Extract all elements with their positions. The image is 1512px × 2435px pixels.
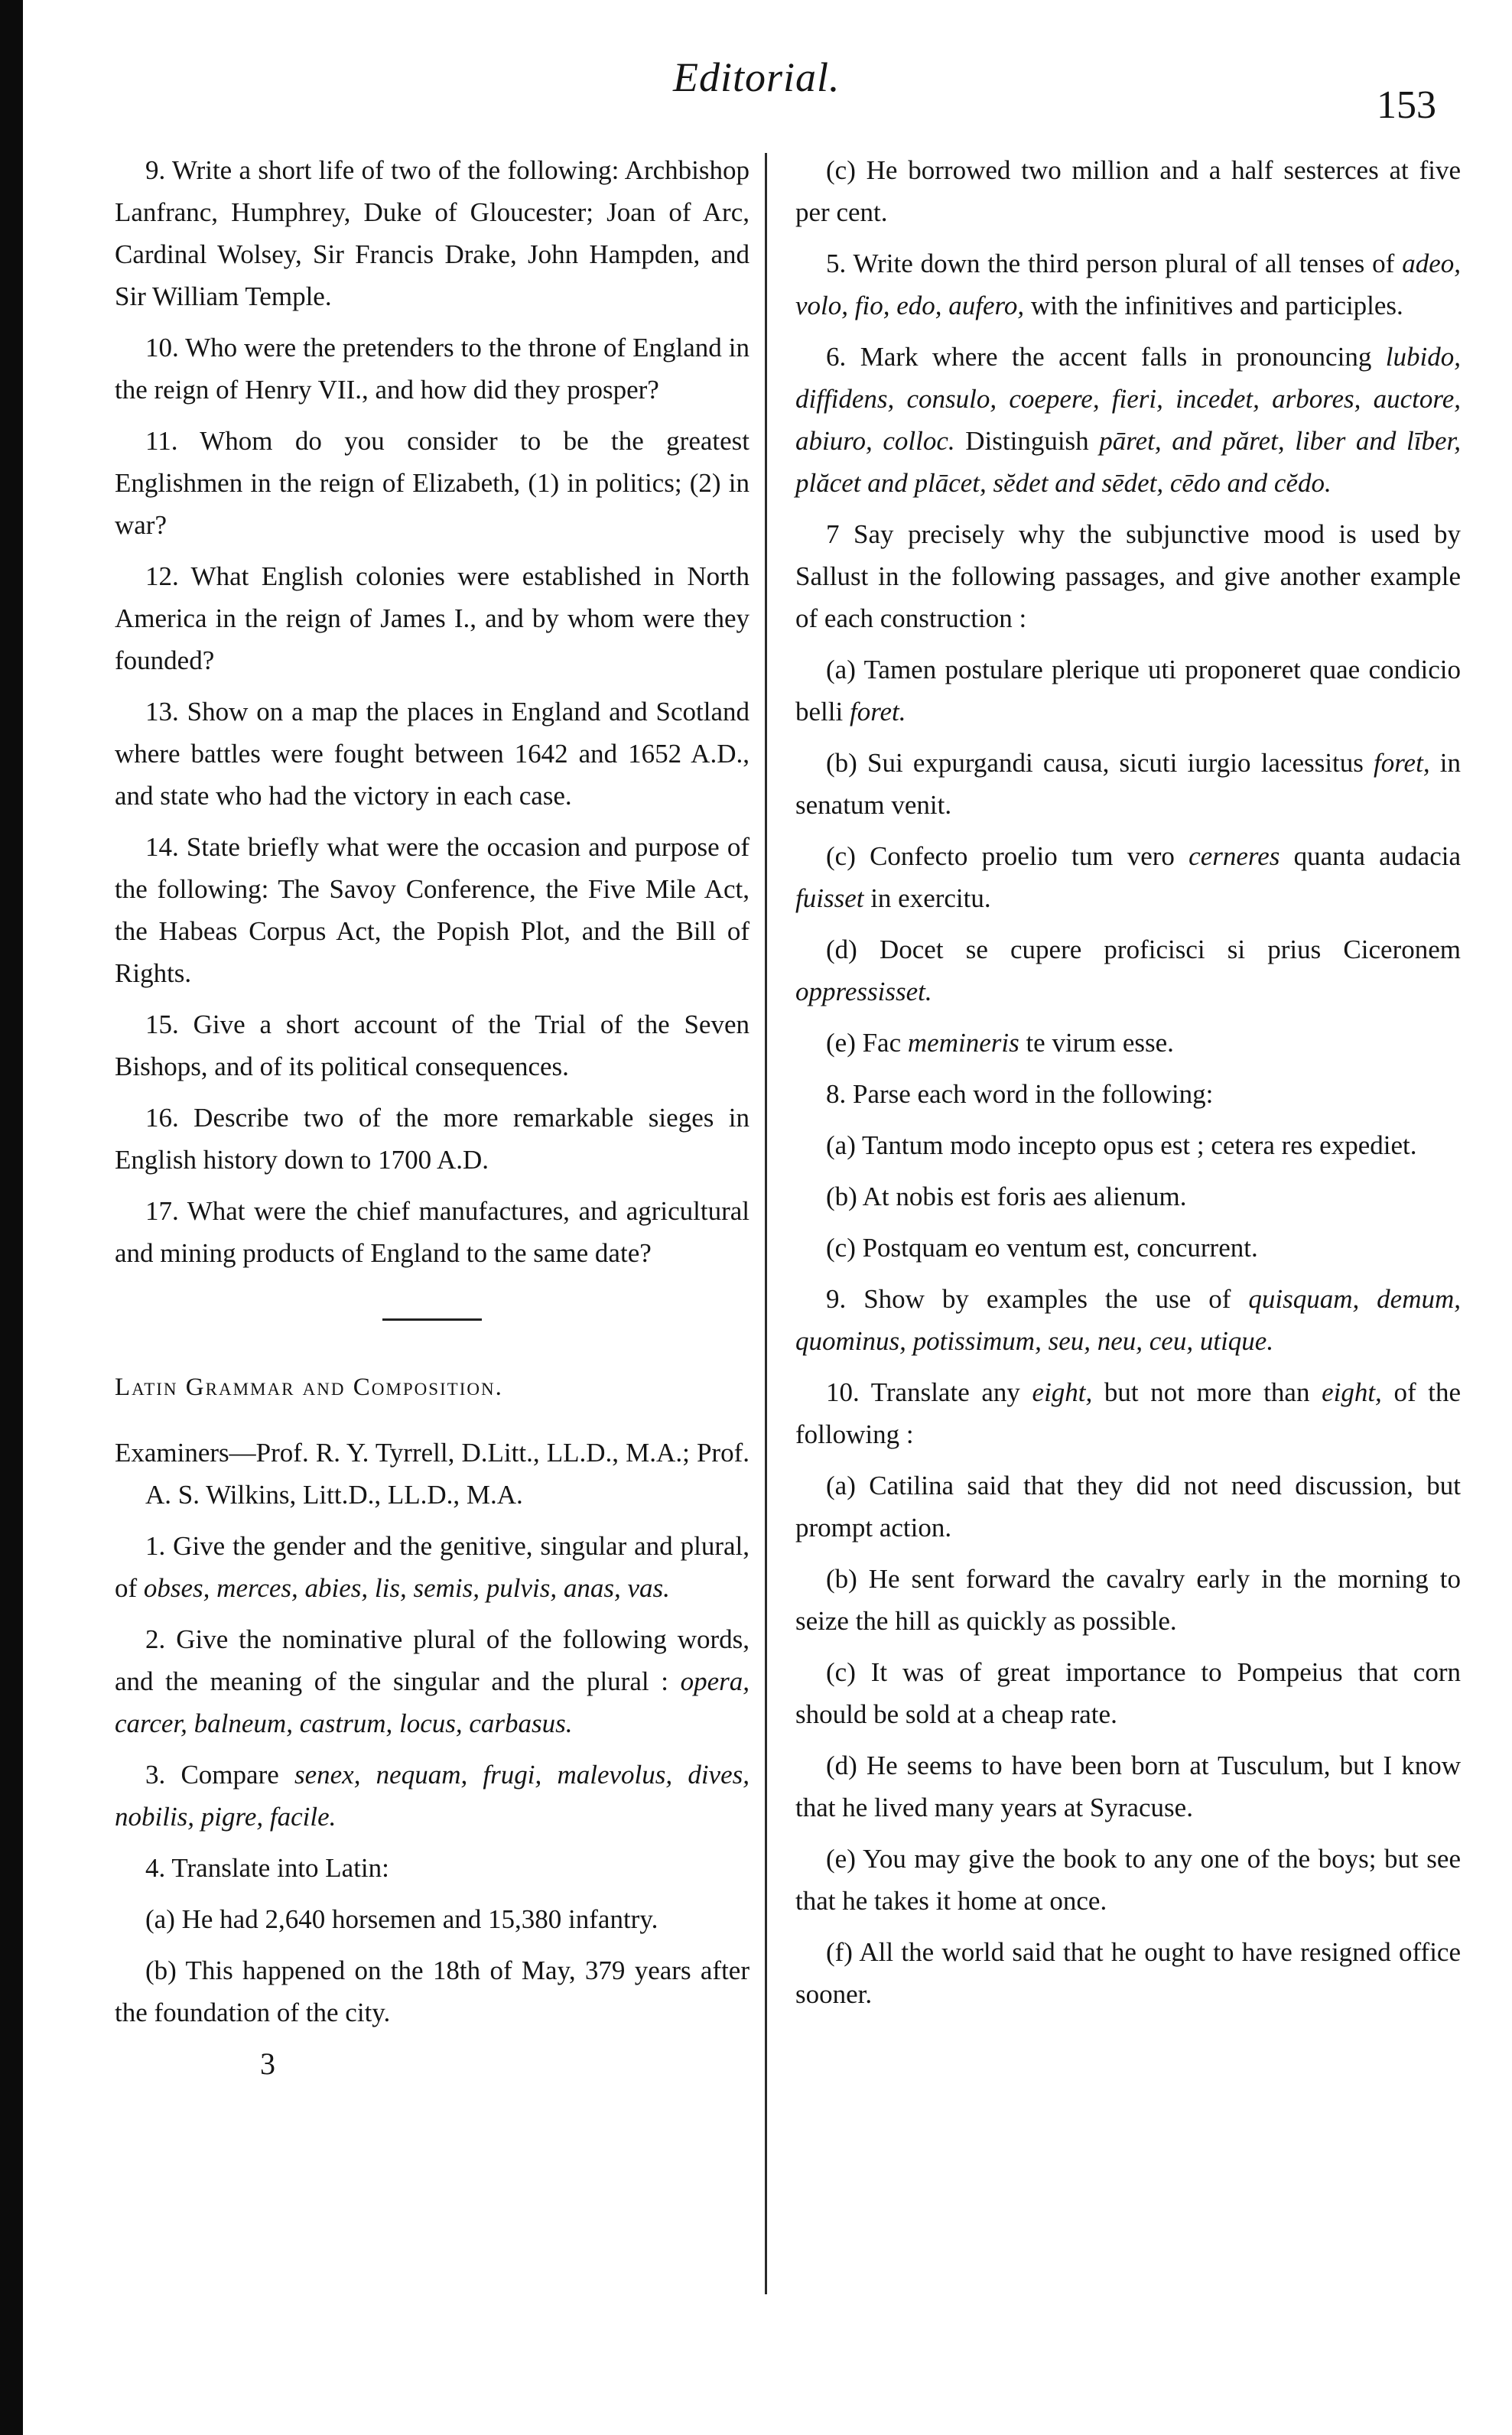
question-text: of the following : — [795, 1377, 1461, 1449]
latin-words: foret. — [849, 697, 906, 727]
latin-question-2 — [115, 1618, 749, 1744]
latin-question-8: 8. Parse each word in the following: — [826, 1079, 1214, 1109]
latin-question-4a: (a) He had 2,640 horsemen and 15,380 infantry. — [145, 1904, 658, 1934]
question-text: (a) Tamen postulare plerique uti proponeret quae condicio belli — [795, 655, 1461, 727]
question-text: Distinguish — [954, 426, 1100, 456]
latin-question-9 — [795, 1278, 1461, 1362]
latin-question-7a — [795, 649, 1461, 733]
latin-question-10b: (b) He sent forward the cavalry early in the morning to seize the hill as quickly as possible. — [795, 1564, 1461, 1636]
page-number: 153 — [1377, 83, 1436, 127]
latin-question-8c: (c) Postquam eo ventum est, concurrent. — [826, 1233, 1258, 1263]
latin-question-3 — [115, 1754, 749, 1838]
question-text: 5. Write down the third person plural of all tenses of — [826, 249, 1403, 278]
question-text: 9. Show by examples the use of — [826, 1284, 1249, 1314]
latin-words: pāret, and păret, liber and līber, plăcet and plācet, sĕdet and sēdet, cēdo and cĕdo. — [795, 426, 1461, 498]
latin-words: adeo, volo, fio, edo, aufero, — [795, 249, 1461, 320]
question-text: (d) Docet se cupere proficisci si prius Ciceronem — [826, 935, 1461, 964]
question-text: in exercitu. — [863, 883, 991, 913]
question-text: quanta audacia — [1280, 841, 1462, 871]
latin-question-4c: (c) He borrowed two million and a half sesterces at five per cent. — [795, 155, 1461, 227]
history-question-13: 13. Show on a map the places in England and Scotland where battles were fought between 1642 and 1652 A.D., and state who had the victory in each case. — [115, 697, 749, 811]
latin-question-1 — [115, 1525, 749, 1609]
latin-words: oppressisset. — [795, 977, 932, 1006]
latin-words: memineris — [907, 1028, 1019, 1058]
latin-question-8b: (b) At nobis est foris aes alienum. — [826, 1182, 1187, 1211]
question-text: (c) Confecto proelio tum vero — [826, 841, 1189, 871]
latin-words: eight, — [1322, 1377, 1382, 1407]
question-text: but not more than — [1092, 1377, 1322, 1407]
question-text: 6. Mark where the accent falls in pronouncing — [826, 342, 1386, 372]
history-question-12: 12. What English colonies were established in North America in the reign of James I., and by whom were they founded? — [115, 561, 749, 675]
history-question-9: 9. Write a short life of two of the following: Archbishop Lanfranc, Humphrey, Duke of Gloucester; Joan of Arc, Cardinal Wolsey, Sir Francis Drake, John Hampden, and Sir William Temple. — [115, 155, 749, 311]
history-question-15: 15. Give a short account of the Trial of the Seven Bishops, and of its political consequences. — [115, 1009, 749, 1081]
question-text: 1. Give the gender and the genitive, singular and plural, of — [115, 1531, 749, 1603]
question-text: (e) Fac — [826, 1028, 908, 1058]
latin-question-5 — [795, 242, 1461, 327]
latin-words: obses, merces, abies, lis, semis, pulvis, anas, vas. — [143, 1573, 670, 1603]
history-question-11: 11. Whom do you consider to be the greatest Englishmen in the reign of Elizabeth, (1) in politics; (2) in war? — [115, 426, 749, 540]
latin-question-7e — [795, 1022, 1461, 1064]
question-text: in senatum venit. — [795, 748, 1461, 820]
question-text: 10. Translate any — [826, 1377, 1032, 1407]
history-question-17: 17. What were the chief manufactures, and agricultural and mining products of England to the same date? — [115, 1196, 749, 1268]
question-text: 2. Give the nominative plural of the following words, and the meaning of the singular and the plural : — [115, 1624, 749, 1696]
latin-words: opera, carcer, balneum, castrum, locus, carbasus. — [115, 1666, 749, 1738]
latin-question-7d — [795, 928, 1461, 1013]
history-question-10: 10. Who were the pretenders to the throne of England in the reign of Henry VII., and how did they prosper? — [115, 333, 749, 405]
latin-words: foret, — [1374, 748, 1430, 778]
right-column — [795, 149, 1461, 2024]
latin-question-4b: (b) This happened on the 18th of May, 379 years after the foundation of the city. — [115, 1955, 749, 2027]
column-divider — [765, 153, 767, 2294]
left-column — [115, 149, 749, 2085]
latin-question-10d: (d) He seems to have been born at Tusculum, but I know that he lived many years at Syracuse. — [795, 1751, 1461, 1822]
latin-question-4: 4. Translate into Latin: — [145, 1853, 389, 1883]
latin-question-10c: (c) It was of great importance to Pompeius that corn should be sold at a cheap rate. — [795, 1657, 1461, 1729]
section-divider — [382, 1318, 482, 1321]
latin-words: lubido, diffidens, consulo, coepere, fieri, incedet, arbores, auctore, abiuro, colloc. — [795, 342, 1461, 456]
latin-question-7c — [795, 835, 1461, 919]
latin-question-10 — [795, 1371, 1461, 1455]
question-text: with the infinitives and participles. — [1024, 291, 1403, 320]
question-text: (b) Sui expurgandi causa, sicuti iurgio lacessitus — [826, 748, 1374, 778]
latin-question-10f: (f) All the world said that he ought to have resigned office sooner. — [795, 1937, 1461, 2009]
history-question-16: 16. Describe two of the more remarkable sieges in English history down to 1700 A.D. — [115, 1103, 749, 1175]
latin-words: senex, nequam, frugi, malevolus, dives, nobilis, pigre, facile. — [115, 1760, 749, 1832]
latin-question-6 — [795, 336, 1461, 504]
latin-question-7b — [795, 742, 1461, 826]
latin-words: quisquam, demum, quominus, potissimum, seu, neu, ceu, utique. — [795, 1284, 1461, 1356]
signature-mark: 3 — [260, 2047, 275, 2081]
question-text: 3. Compare — [145, 1760, 294, 1790]
latin-words: eight, — [1032, 1377, 1093, 1407]
latin-question-10a: (a) Catilina said that they did not need discussion, but prompt action. — [795, 1471, 1461, 1543]
latin-question-7: 7 Say precisely why the subjunctive mood is used by Sallust in the following passages, and give another example of each construction : — [795, 519, 1461, 633]
running-head: Editorial. — [673, 54, 841, 100]
latin-section-heading: Latin Grammar and Composition. — [115, 1374, 503, 1401]
latin-question-10e: (e) You may give the book to any one of the boys; but see that he takes it home at once. — [795, 1844, 1461, 1916]
history-question-14: 14. State briefly what were the occasion and purpose of the following: The Savoy Conference, the Five Mile Act, the Habeas Corpus Act, the Popish Plot, and the Bill of Rights. — [115, 832, 749, 988]
question-text: te virum esse. — [1019, 1028, 1174, 1058]
latin-words: fuisset — [795, 883, 864, 913]
examiners-line: Examiners—Prof. R. Y. Tyrrell, D.Litt., LL.D., M.A.; Prof. A. S. Wilkins, Litt.D., LL.D., M.A. — [115, 1438, 749, 1510]
binding-edge — [0, 0, 23, 2435]
latin-words: cerneres — [1188, 841, 1280, 871]
latin-question-8a: (a) Tantum modo incepto opus est ; cetera res expediet. — [826, 1130, 1417, 1160]
